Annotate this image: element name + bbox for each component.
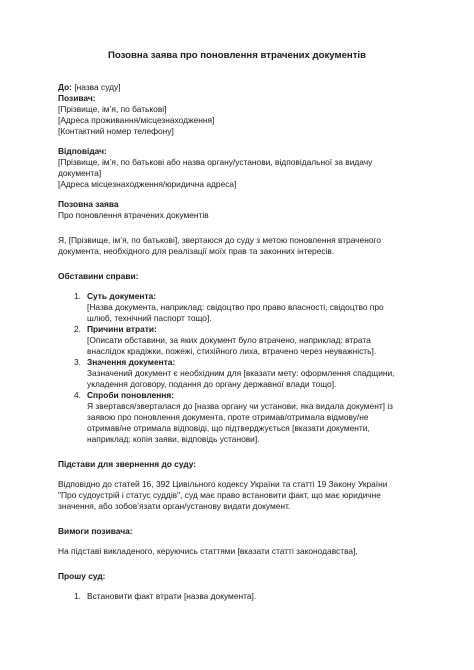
- plaintiff-name: [Прізвище, ім’я, по батькові]: [58, 104, 167, 114]
- court-value: [назва суду]: [74, 82, 121, 92]
- list-item-text: отримав/не отримала відповіді, що підтверджується [вказати документи,: [87, 423, 370, 433]
- grounds-heading: Підстави для звернення до суду:: [58, 459, 197, 469]
- list-item-title: Спроби поновлення:: [87, 390, 175, 400]
- list-item-title: Суть документа:: [87, 291, 157, 301]
- list-item: [74, 591, 416, 602]
- list-item-text: [Описати обставини, за яких документ було втрачено, наприклад: втрата: [87, 335, 371, 345]
- plaintiff-section: [58, 93, 416, 137]
- list-item-number: 1.: [74, 591, 81, 601]
- list-item-title: Причини втрати:: [87, 324, 157, 334]
- document-title: Позовна заява про поновлення втрачених документів: [108, 50, 366, 61]
- circumstances-section: [58, 271, 416, 445]
- grounds-paragraph: [58, 479, 416, 512]
- list-item: [74, 324, 416, 357]
- list-item-number: 3.: [74, 357, 81, 367]
- defendant-section: [58, 146, 416, 190]
- list-item-text: [Назва документа, наприклад: свідоцтво про право власності, свідоцтво про: [87, 302, 384, 312]
- list-item-text: укладення договору, подання до органу державної влади тощо].: [87, 379, 337, 389]
- defendant-label: Відповідач:: [58, 146, 107, 156]
- circumstances-list: [58, 291, 416, 445]
- list-item-text: внаслідок крадіжки, пожежі, стихійного лиха, втрачено через неуважність].: [87, 346, 377, 356]
- list-item-number: 2.: [74, 324, 81, 334]
- plaintiff-phone: [Контактний номер телефону]: [58, 126, 174, 136]
- list-item: [74, 390, 416, 445]
- list-item-number: 1.: [74, 291, 81, 301]
- list-item-title: Значення документа:: [87, 357, 176, 367]
- list-item: [74, 291, 416, 324]
- intro-line-2: документа, необхідного для реалізації моїх прав та законних інтересів.: [58, 246, 335, 256]
- circumstances-heading: Обставини справи:: [58, 271, 139, 281]
- request-section: [58, 571, 416, 602]
- plaintiff-label: Позивач:: [58, 93, 96, 103]
- defendant-name-line-2: документа]: [58, 168, 102, 178]
- plaintiff-address: [Адреса проживання/місцезнаходження]: [58, 115, 215, 125]
- list-item: [74, 357, 416, 390]
- court-label: До:: [58, 82, 72, 92]
- list-item-text: наприклад: копія заяви, відповідь установи].: [87, 434, 260, 444]
- request-heading: Прошу суд:: [58, 571, 106, 581]
- defendant-name-line-1: [Прізвище, ім’я, по батькові або назва органу/установи, відповідальної за видачу: [58, 157, 373, 167]
- demands-section: [58, 526, 416, 557]
- demands-heading: Вимоги позивача:: [58, 526, 133, 536]
- demands-text: На підставі викладеного, керуючись статтями [вказати статті законодавства],: [58, 546, 358, 556]
- claim-subtitle: Про поновлення втрачених документів: [58, 210, 209, 220]
- defendant-address: [Адреса місцезнаходження/юридична адреса]: [58, 179, 237, 189]
- list-item-text: Я звертався/зверталася до [назва органу чи установи, яка видала документ] із: [87, 401, 394, 411]
- claim-section: [58, 199, 416, 221]
- list-item-text: Встановити факт втрати [назва документа].: [87, 591, 257, 601]
- grounds-section: [58, 459, 416, 512]
- list-item-text: заявою про поновлення документа, проте отримав/отримала відмову/не: [87, 412, 369, 422]
- list-item-text: Зазначений документ є необхідним для [вказати мету: оформлення спадщини,: [87, 368, 395, 378]
- list-item-text: шлюб, технічний паспорт тощо].: [87, 313, 212, 323]
- grounds-line-2: "Про судоустрій і статус суддів", суд має право встановити факт, що має юридичне: [58, 490, 381, 500]
- intro-line-1: Я, [Прізвище, ім’я, по батькові], звертаюся до суду з метою поновлення втраченого: [58, 235, 382, 245]
- intro-paragraph: [58, 235, 416, 257]
- list-item-number: 4.: [74, 390, 81, 400]
- request-list: [58, 591, 416, 602]
- claim-label: Позовна заява: [58, 199, 119, 209]
- grounds-line-1: Відповідно до статей 16, 392 Цивільного кодексу України та статті 19 Закону України: [58, 479, 388, 489]
- grounds-line-3: значення, або зобов’язати орган/установу видати документ.: [58, 501, 291, 511]
- court-line: [58, 82, 416, 93]
